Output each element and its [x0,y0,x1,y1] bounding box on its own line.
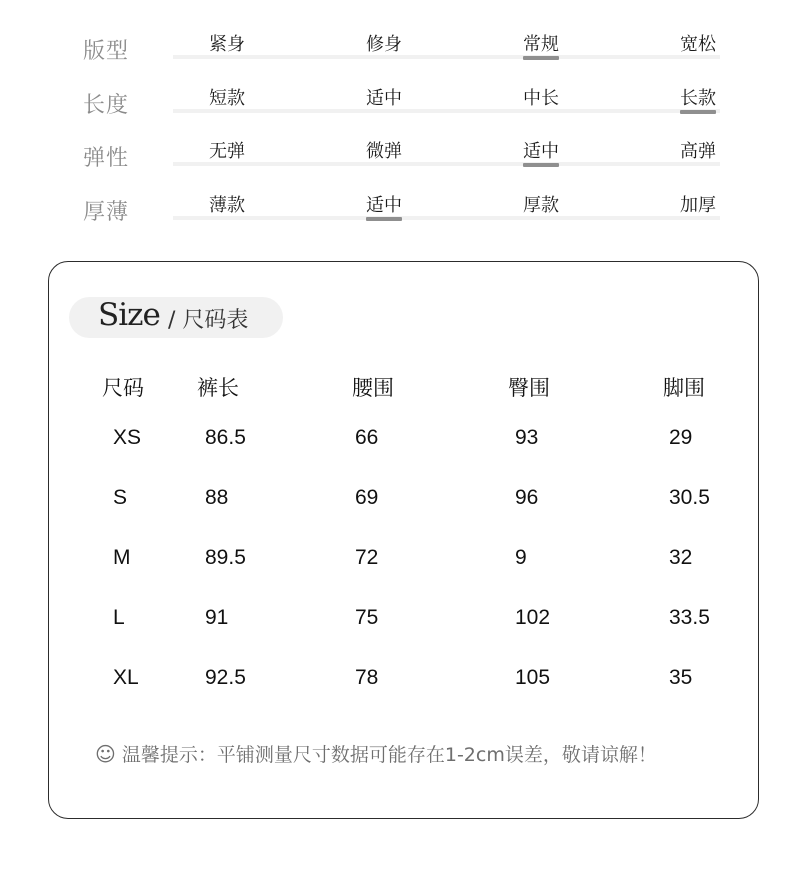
table-cell: 29 [669,426,693,449]
selected-marker [523,56,559,60]
table-row [49,486,758,516]
table-cell: 32 [669,546,693,569]
attribute-option [209,191,245,217]
header-waist: 腰围 [352,376,394,400]
attribute-option-label: 适中 [366,88,402,109]
selected-marker [366,217,402,221]
table-cell: 89.5 [205,546,246,569]
attribute-label: 弹性 [83,146,130,171]
attribute-option-label: 常规 [523,34,559,55]
table-cell: S [113,486,128,509]
attribute-option [209,137,245,163]
attribute-option [680,84,716,110]
size-title-pill [69,297,283,338]
selected-marker [680,110,716,114]
header-length: 裤长 [197,376,239,400]
attribute-option-label: 适中 [366,195,402,216]
table-row [49,666,758,696]
attribute-label: 长度 [83,93,130,118]
attribute-option-label: 紧身 [209,34,245,55]
note-text: 温馨提示：平铺测量尺寸数据可能存在1-2cm误差，敬请谅解！ [121,744,657,766]
attribute-option-label: 修身 [366,34,402,55]
attribute-track [173,109,720,113]
attribute-option [680,137,716,163]
table-cell: L [113,606,125,629]
attribute-option [366,137,402,163]
table-cell: 72 [355,546,379,569]
attribute-option [366,84,402,110]
selected-marker [523,163,559,167]
table-cell: 93 [515,426,539,449]
smiley-icon: ☺ [95,742,116,766]
table-cell: 9 [515,546,527,569]
table-row [49,546,758,576]
attribute-option-label: 短款 [209,88,245,109]
table-cell: 102 [515,606,551,629]
table-row [49,606,758,636]
table-cell: 88 [205,486,229,509]
table-cell: 86.5 [205,426,246,449]
table-cell: 35 [669,666,693,689]
size-chart-card [48,261,759,819]
attribute-option-label: 高弹 [680,141,716,162]
attribute-option-label: 加厚 [680,195,716,216]
table-cell: 75 [355,606,379,629]
attribute-label: 厚薄 [83,200,130,225]
attribute-option [209,30,245,56]
attribute-option [523,137,559,163]
attribute-option [366,30,402,56]
attribute-row [0,66,790,120]
attribute-option-label: 薄款 [209,195,245,216]
attribute-option-label: 厚款 [523,195,559,216]
attribute-option-label: 长款 [680,88,716,109]
measurement-note [95,740,657,767]
table-cell: 66 [355,426,379,449]
table-cell: 91 [205,606,229,629]
header-size: 尺码 [102,376,144,400]
table-cell: XL [113,666,139,689]
table-cell: 33.5 [669,606,710,629]
attribute-option [523,30,559,56]
attribute-option-label: 无弹 [209,141,245,162]
table-cell: 78 [355,666,379,689]
size-title-en: Size [98,297,160,333]
attribute-track [173,162,720,166]
table-cell: 30.5 [669,486,710,509]
attribute-option [209,84,245,110]
table-cell: 69 [355,486,379,509]
attribute-track [173,55,720,59]
attribute-option-label: 宽松 [680,34,716,55]
attribute-option-label: 适中 [523,141,559,162]
table-cell: 96 [515,486,539,509]
table-cell: 105 [515,666,551,689]
attribute-option [523,84,559,110]
table-cell: M [113,546,131,569]
attribute-label: 版型 [83,39,130,64]
header-hip: 臀围 [508,376,550,400]
table-cell: XS [113,426,142,449]
attribute-option [523,191,559,217]
attribute-option [680,191,716,217]
attribute-option [680,30,716,56]
attribute-row [0,173,790,227]
table-row [49,426,758,456]
size-title-cn: / 尺码表 [168,308,249,333]
attribute-row [0,119,790,173]
attribute-option [366,191,402,217]
attribute-row [0,12,790,66]
attribute-option-label: 中长 [523,88,559,109]
attribute-track [173,216,720,220]
attribute-option-label: 微弹 [366,141,402,162]
table-cell: 92.5 [205,666,246,689]
header-hem: 脚围 [663,376,705,400]
